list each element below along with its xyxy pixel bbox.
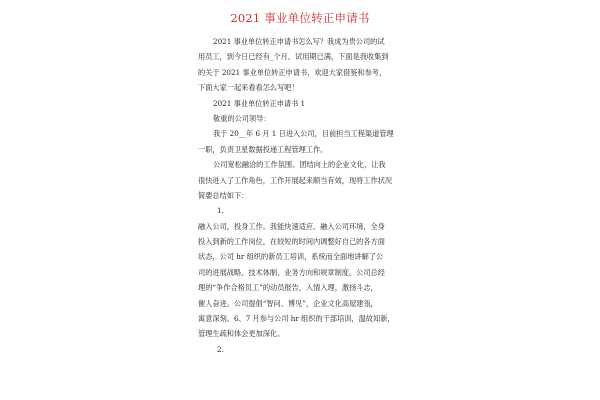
document-line: 2021 事业单位转正申请书怎么写？我成为贵公司的试 [213,37,385,46]
document-line: 的关于 2021 事业单位转正申请书，欢迎大家借鉴和参考， [198,67,387,77]
document-line: 用员工，到今日已经有_个月，试用期已满，下面是我收集到 [198,52,389,62]
document-line: 我于 20__年 6 月 1 日进入公司，目前担当工程渠道管理 [213,129,394,139]
document-line: 简要总结如下： [198,190,249,200]
document-line: 敬重的公司领导： [213,113,271,123]
document-line: 催人奋进。公司提倡“智问、博见”，企业文化高屋建瓴， [198,298,378,308]
document-body [198,34,408,357]
document-line: 下面大家一起来看看怎么写吧！ [198,83,299,93]
document-line: 理的“争作合格员工”的动员报告，入情入理，激扬斗志， [198,283,378,293]
document-line: 管理生疏和体会更加深化。 [198,329,285,339]
document-line: 投入到新的工作岗位，在较短的时间内调整好自己的各方面 [198,237,385,247]
document-line: 很快进入了工作角色，工作开展起来顺当有效，现将工作状况 [198,175,393,185]
document-line: 公司宽松融洽的工作氛围、团结向上的企业文化，让我 [213,160,386,170]
document-line: 状态，公司 hr 组织的新员工培训，系统而全面地讲解了公 [198,252,384,262]
document-line: 一职，负责卫星数据投递工程管理工作。 [198,144,328,154]
document-title: 2021 事业单位转正申请书 [230,11,370,25]
document-line: 司的进展战略、技术体制、业务方向和规章制度。公司总经 [198,267,385,277]
document-line: 1. [217,206,224,216]
document-line: 2021 事业单位转正申请书 1 [213,98,306,108]
document-line: 2. [217,344,224,354]
document-line: 寓意深刻。6、7 月参与公司 hr 组织的干部培训，温故知新， [198,314,395,324]
document-line: 融入公司，投身工作。我能快速适应、融入公司环境，全身 [198,221,385,231]
